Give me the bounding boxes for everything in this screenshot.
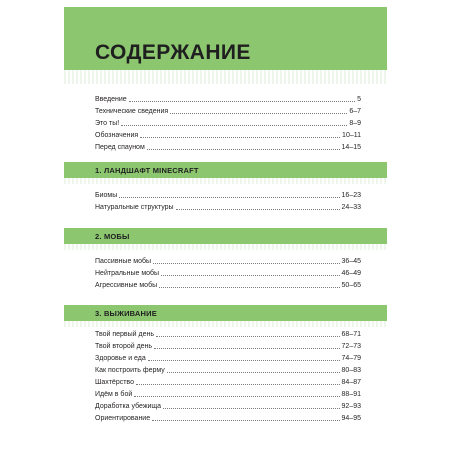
- toc-entry[interactable]: [95, 278, 361, 290]
- leader-dots: [140, 136, 340, 138]
- section-heading-landscape: [64, 162, 387, 178]
- leader-dots: [161, 274, 339, 276]
- toc-entry[interactable]: [95, 327, 361, 339]
- section-title: 3. ВЫЖИВАНИЕ: [95, 309, 157, 318]
- section-3-list: [95, 327, 361, 423]
- entry-label: Введение: [95, 96, 127, 103]
- entry-label: Перед спауном: [95, 144, 145, 151]
- entry-label: Твой первый день: [95, 331, 155, 338]
- entry-label: Твой второй день: [95, 343, 153, 350]
- entry-label: Как построить ферму: [95, 367, 165, 374]
- title-band: [64, 7, 387, 70]
- entry-label: Нейтральные мобы: [95, 270, 160, 277]
- entry-label: Пассивные мобы: [95, 258, 152, 265]
- leader-dots: [159, 286, 339, 288]
- entry-label: Натуральные структуры: [95, 204, 174, 211]
- section-heading-survival: [64, 305, 387, 321]
- entry-pages: 46–49: [341, 270, 361, 277]
- leader-dots: [153, 262, 339, 264]
- leader-dots: [119, 196, 339, 198]
- leader-dots: [152, 419, 339, 421]
- entry-pages: 72–73: [341, 343, 361, 350]
- toc-entry[interactable]: [95, 387, 361, 399]
- title-hatch: [64, 70, 387, 84]
- toc-entry[interactable]: [95, 411, 361, 423]
- toc-entry[interactable]: [95, 116, 361, 128]
- intro-list: [95, 92, 361, 152]
- toc-entry[interactable]: [95, 375, 361, 387]
- entry-pages: 68–71: [341, 331, 361, 338]
- section-title: 1. ЛАНДШАФТ MINECRAFT: [95, 166, 199, 175]
- toc-entry[interactable]: [95, 200, 361, 212]
- toc-entry[interactable]: [95, 104, 361, 116]
- entry-label: Идём в бой: [95, 391, 133, 398]
- leader-dots: [148, 359, 340, 361]
- section-1-list: [95, 188, 361, 212]
- entry-pages: 88–91: [341, 391, 361, 398]
- entry-pages: 36–45: [341, 258, 361, 265]
- toc-entry[interactable]: [95, 254, 361, 266]
- entry-pages: 5: [357, 96, 361, 103]
- leader-dots: [136, 383, 340, 385]
- entry-pages: 6–7: [349, 108, 361, 115]
- entry-label: Технические сведения: [95, 108, 169, 115]
- toc-entry[interactable]: [95, 339, 361, 351]
- leader-dots: [129, 100, 355, 102]
- page-title: СОДЕРЖАНИЕ: [95, 41, 251, 64]
- toc-entry[interactable]: [95, 188, 361, 200]
- toc-entry[interactable]: [95, 128, 361, 140]
- section-title: 2. МОБЫ: [95, 232, 130, 241]
- entry-pages: 10–11: [342, 132, 361, 139]
- leader-dots: [176, 208, 340, 210]
- toc-entry[interactable]: [95, 351, 361, 363]
- section-2-list: [95, 254, 361, 290]
- entry-pages: 50–65: [341, 282, 361, 289]
- toc-entry[interactable]: [95, 140, 361, 152]
- toc-entry[interactable]: [95, 92, 361, 104]
- entry-label: Доработка убежища: [95, 403, 162, 410]
- entry-label: Это ты!: [95, 120, 120, 127]
- section-heading-mobs: [64, 228, 387, 244]
- entry-pages: 94–95: [341, 415, 361, 422]
- leader-dots: [156, 335, 340, 337]
- entry-pages: 14–15: [341, 144, 361, 151]
- entry-label: Биомы: [95, 192, 118, 199]
- entry-pages: 16–23: [341, 192, 361, 199]
- toc-entry[interactable]: [95, 363, 361, 375]
- entry-pages: 92–93: [341, 403, 361, 410]
- entry-pages: 80–83: [341, 367, 361, 374]
- leader-dots: [167, 371, 340, 373]
- leader-dots: [134, 395, 339, 397]
- entry-label: Здоровье и еда: [95, 355, 146, 362]
- entry-pages: 74–79: [341, 355, 361, 362]
- entry-label: Ориентирование: [95, 415, 151, 422]
- toc-page: [64, 7, 387, 450]
- entry-pages: 24–33: [341, 204, 361, 211]
- entry-label: Агрессивные мобы: [95, 282, 158, 289]
- leader-dots: [163, 407, 339, 409]
- toc-entry[interactable]: [95, 399, 361, 411]
- leader-dots: [170, 112, 347, 114]
- section-hatch: [64, 244, 387, 250]
- leader-dots: [147, 148, 340, 150]
- entry-label: Шахтёрство: [95, 379, 134, 386]
- leader-dots: [121, 124, 347, 126]
- entry-label: Обозначения: [95, 132, 139, 139]
- section-hatch: [64, 178, 387, 184]
- entry-pages: 84–87: [341, 379, 361, 386]
- leader-dots: [154, 347, 339, 349]
- toc-entry[interactable]: [95, 266, 361, 278]
- entry-pages: 8–9: [349, 120, 361, 127]
